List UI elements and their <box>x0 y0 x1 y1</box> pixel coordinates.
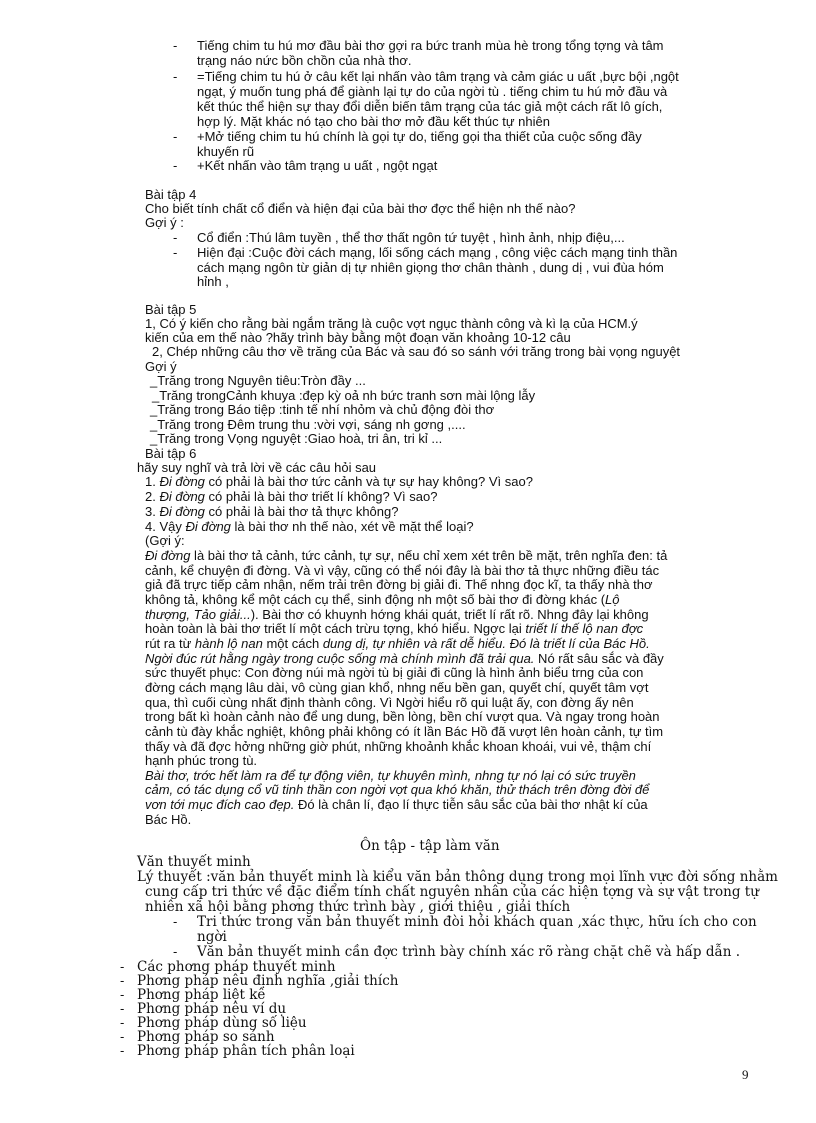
text-line: Bác Hồ. <box>145 812 192 827</box>
text-line: hợp lý. Mặt khác nó tạo cho bài thơ mở đầu kết thúc tự nhiên <box>197 114 550 129</box>
text-line: qua, thì cuối cùng nhất định thành công. Vì Ngời hiểu rõ qui luật ấy, con đờng ấy nên <box>145 695 634 710</box>
text-line: hoàn toàn là bài thơ triết lí một cách trừu tợng, khó hiểu. Ngợc lại triết lí thế lộ nan đợc <box>145 621 644 636</box>
text-line: sức thuyết phục: Con đờng núi mà ngời tù bị giải đi cũng là hình ảnh biểu trng của con <box>145 665 644 680</box>
exercise-title: Bài tập 4 <box>145 187 197 202</box>
page-number: 9 <box>742 1067 749 1082</box>
list-item: _Trăng trongCảnh khuya :đẹp kỳ oả nh bức tranh sơn mài lộng lẫy <box>152 388 536 403</box>
question-line: 1. Đi đờng có phải là bài thơ tức cảnh và tự sự hay không? Vì sao? <box>145 474 533 489</box>
text-line: khuyến rũ <box>197 144 255 159</box>
text-line: kiến của em thế nào ?hãy trình bày bằng một đoạn văn khoảng 10-12 câu <box>145 330 571 345</box>
bullet-dash: - <box>173 129 178 144</box>
question-line: 2. Đi đờng có phải là bài thơ triết lí không? Vì sao? <box>145 489 438 504</box>
exercise-title: Bài tập 6 <box>145 446 197 461</box>
bullet-dash: - <box>173 944 178 959</box>
text-line: rút ra từ hành lộ nan một cách dung dị, tự nhiên và rất dễ hiểu. Đó là triết lí của Bác Hồ. <box>145 636 650 651</box>
text-line: Bài thơ, trớc hết làm ra để tự động viên, tự khuyên mình, nhng tự nó lại có sức truyền <box>145 768 636 783</box>
bullet-dash: - <box>120 973 125 988</box>
text-line: cảnh tù đày khắc nghiệt, không phải không có ít lần Bác Hồ đã vượt lên hoàn cảnh, tự tìm <box>145 724 664 739</box>
list-item: Phơng pháp phân tích phân loại <box>137 1043 355 1059</box>
text-line: Lý thuyết :văn bản thuyết minh là kiểu văn bản thông dụng trong mọi lĩnh vực đời sống nhằm <box>137 869 778 885</box>
bullet-dash: - <box>120 987 125 1002</box>
text-line: trạng náo nức bồn chồn của nhà thơ. <box>197 53 412 68</box>
list-item: Các phơng pháp thuyết minh <box>137 959 336 975</box>
hint-label: Gợi ý : <box>145 215 184 230</box>
text-line: hãy suy nghĩ và trả lời về các câu hỏi sau <box>137 460 377 475</box>
text-line: hạnh phúc trong tù. <box>145 753 258 768</box>
text-line: Ngời đúc rút hằng ngày trong cuộc sống mà chính mình đã trải qua. Nó rất sâu sắc và đầy <box>145 651 664 666</box>
text-line: Đi đờng là bài thơ tả cảnh, tức cảnh, tự sự, nếu chỉ xem xét trên bề mặt, trên nghĩa đen: tả <box>145 548 668 563</box>
bullet-dash: - <box>173 230 178 245</box>
text-line: 2, Chép những câu thơ về trăng của Bác và sau đó so sánh với trăng trong bài vọng nguyệt <box>152 344 681 359</box>
bullet-dash: - <box>120 1001 125 1016</box>
bullet-dash: - <box>173 158 178 173</box>
text-line: vơn tới mục đích cao đẹp. Đó là chân lí, đạo lí thực tiễn sâu sắc của bài thơ nhật kí của <box>145 797 648 812</box>
bullet-dash: - <box>120 1043 125 1058</box>
list-item: Phơng pháp nêu ví dụ <box>137 1001 287 1017</box>
list-item: _Trăng trong Đêm trung thu :vời vợi, sáng nh gơng ,.... <box>150 417 466 432</box>
text-line: thượng, Tảo giải...). Bài thơ có khuynh hớng khái quát, triết lí rất rõ. Nhng đây lại không <box>145 607 649 622</box>
text-line: cảnh, kể chuyện đi đờng. Và vì vậy, cũng có thể nói đây là bài thơ tả thực những điều tác <box>145 563 660 578</box>
text-line: kết thúc thể hiện sự thay đổi diễn biến tâm trạng của tác giả một cách rất lô gích, <box>197 99 663 114</box>
list-item: _Trăng trong Vọng nguyệt :Giao hoà, tri ân, tri kỉ ... <box>150 431 443 446</box>
bullet-dash: - <box>173 69 178 84</box>
text-line: trong bất kì hoàn cảnh nào để ung dung, bền lòng, bền chí vượt qua. Và ngay trong hoàn <box>145 709 660 724</box>
bullet-dash: - <box>120 959 125 974</box>
list-item: Phơng pháp so sánh <box>137 1029 275 1045</box>
text-line: 1, Có ý kiến cho rằng bài ngắm trăng là cuộc vợt ngục thành công và kì lạ của HCM.ý <box>145 316 638 331</box>
text-line: đờng cách mạng lâu dài, vô cùng gian khổ, nhng nếu bền gan, quyết chí, quyết tâm vợt <box>145 680 649 695</box>
text-line: cảm, có tác dụng cổ vũ tinh thần con ngời vợt qua khó khăn, thử thách trên đờng đời để <box>145 782 650 797</box>
text-line: giả đã trực tiếp cảm nhận, nếm trải trên đờng bị giải đi. Thế nhng đọc kĩ, ta thấy nhà thơ <box>145 577 653 592</box>
hint-label: Gợi ý <box>145 359 177 374</box>
exercise-title: Bài tập 5 <box>145 302 197 317</box>
text-line: thấy và đã đợc hởng những giờ phút, những khoảnh khắc khoan khoái, vui vẻ, thậm chí <box>145 739 652 754</box>
text-line: Tiếng chim tu hú mơ đầu bài thơ gợi ra bức tranh mùa hè trong tổng tợng và tâm <box>197 38 664 53</box>
text-line: Hiện đại :Cuộc đời cách mạng, lối sống cách mạng , công việc cách mạng tinh thần <box>197 245 678 260</box>
list-item: Phơng pháp nêu định nghĩa ,giải thích <box>137 973 399 989</box>
text-line: Cổ điển :Thú lâm tuyền , thể thơ thất ngôn tứ tuyệt , hình ảnh, nhịp điệu,... <box>197 230 625 245</box>
text-line: cung cấp tri thức về đặc điểm tính chất nguyên nhân của các hiện tợng và sự vật trong tự <box>145 884 759 900</box>
hint-label: (Gợi ý: <box>145 533 185 548</box>
list-item: Phơng pháp dùng số liệu <box>137 1015 307 1031</box>
section-subheading: Văn thuyết minh <box>137 854 251 870</box>
exercise-question: Cho biết tính chất cổ điển và hiện đại của bài thơ đợc thể hiện nh thế nào? <box>145 201 576 216</box>
bullet-dash: - <box>120 1029 125 1044</box>
text-line: không tả, không kể một cách cụ thể, sinh động nh một số bài thơ đi đờng khác (Lộ <box>145 592 620 607</box>
text-line: +Mở tiếng chim tu hú chính là gọi tự do, tiếng gọi tha thiết của cuộc sống đầy <box>197 129 642 144</box>
text-line: nhiên xã hội bằng phơng thức trình bày , giới thiệu , giải thích <box>145 899 571 915</box>
list-item: _Trăng trong Báo tiệp :tinh tế nhí nhỏm và chủ động đòi thơ <box>150 402 495 417</box>
text-line: cách mạng ngôn từ giản dị tự nhiên giọng thơ chân thành , dung dị , vui đùa hóm <box>197 260 664 275</box>
list-item: _Trăng trong Nguyên tiêu:Tròn đầy ... <box>150 373 366 388</box>
bullet-dash: - <box>173 38 178 53</box>
text-line: Văn bản thuyết minh cần đợc trình bày chính xác rõ ràng chặt chẽ và hấp dẫn . <box>197 944 741 960</box>
section-heading: Ôn tập - tập làm văn <box>360 838 500 854</box>
bullet-dash: - <box>120 1015 125 1030</box>
bullet-dash: - <box>173 914 178 929</box>
text-line: +Kết nhấn vào tâm trạng u uất , ngột ngạt <box>197 158 438 173</box>
list-item: Phơng pháp liệt kê <box>137 987 266 1003</box>
question-line: 4. Vậy Đi đờng là bài thơ nh thế nào, xét về mặt thể loại? <box>145 519 474 534</box>
text-line: Tri thức trong văn bản thuyết minh đòi hỏi khách quan ,xác thực, hữu ích cho con <box>197 914 757 930</box>
bullet-dash: - <box>173 245 178 260</box>
question-line: 3. Đi đờng có phải là bài thơ tả thực không? <box>145 504 399 519</box>
text-line: ngời <box>197 929 227 945</box>
text-line: =Tiếng chim tu hú ở câu kết lại nhấn vào tâm trạng và cảm giác u uất ,bực bội ,ngột <box>197 69 679 84</box>
text-line: ngạt, ý muốn tung phá để giành lại tự do của ngời tù . tiếng chim tu hú mở đầu và <box>197 84 668 99</box>
text-line: hỉnh , <box>197 274 229 289</box>
